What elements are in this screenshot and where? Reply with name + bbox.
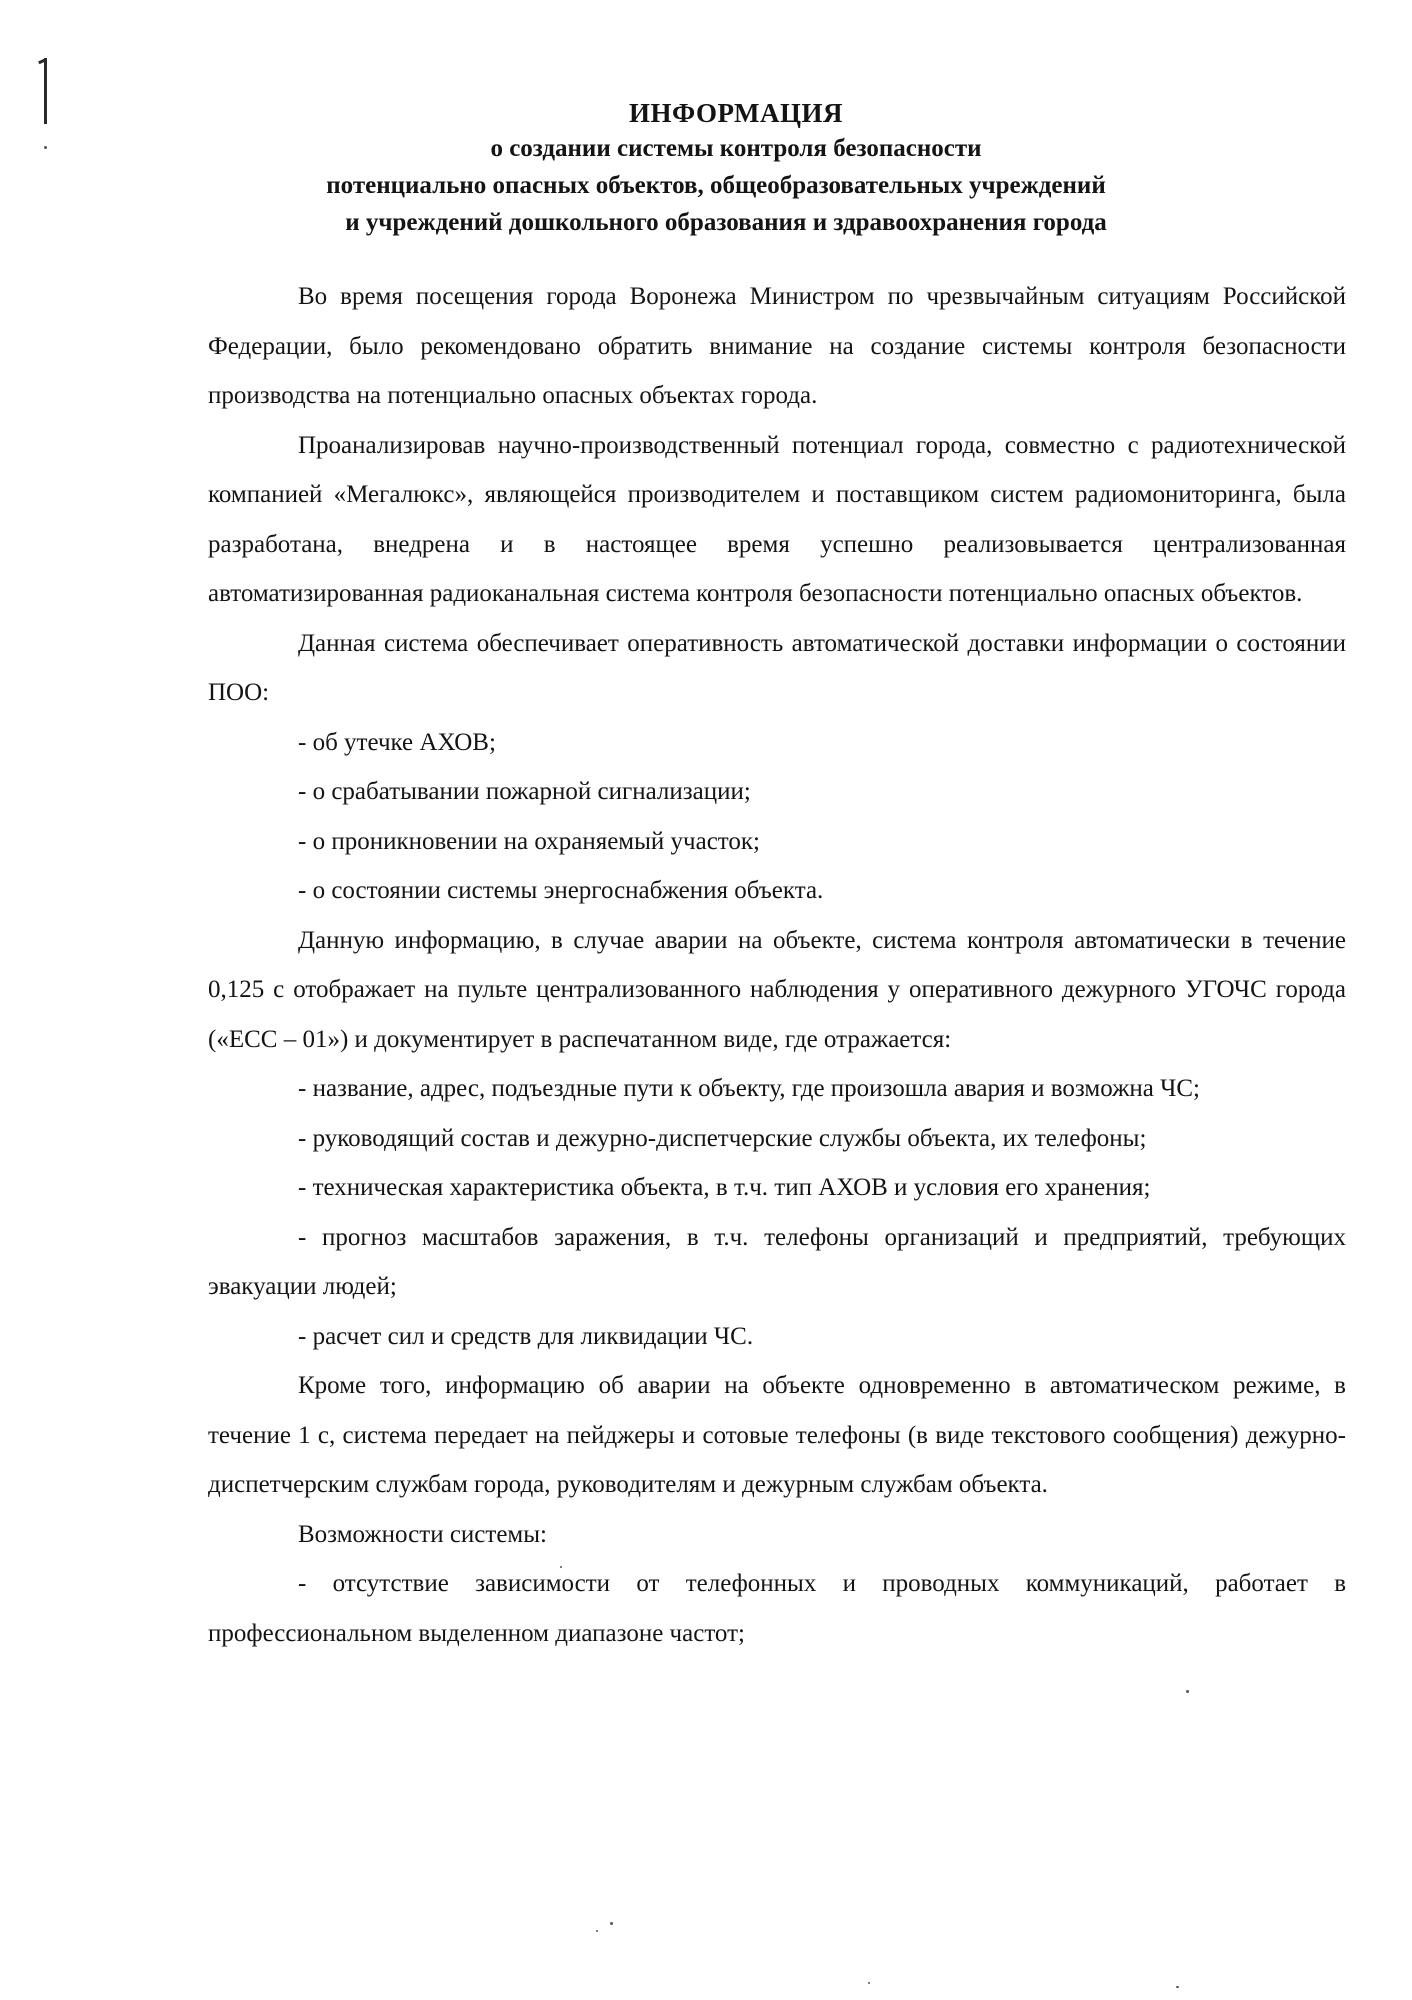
scan-speck [560,1566,562,1568]
scan-speck [44,146,47,149]
document-body [208,272,1346,1658]
document-title: ИНФОРМАЦИЯ [629,98,843,128]
scan-speck [1186,1690,1189,1693]
document-subtitle-line-1: о создании системы контроля безопасности [490,135,982,162]
list-item: - об утечке АХОВ; [298,728,496,756]
list-item: - руководящий состав и дежурно-диспетчерские службы объекта, их телефоны; [298,1124,1147,1152]
list-item: - прогноз масштабов заражения, в т.ч. телефоны организаций и предприятий, требующих эвакуации людей; [208,1223,1346,1300]
scan-speck [868,1982,870,1984]
paragraph-system-provides: Данная система обеспечивает оперативность автоматической доставки информации о состоянии ПОО: [208,629,1346,706]
list-item: - о срабатывании пожарной сигнализации; [298,778,751,805]
list-item: - о состоянии системы энергоснабжения объекта. [298,877,824,904]
document-subtitle-line-2: потенциально опасных объектов, общеобразовательных учреждений [326,172,1106,199]
paragraph-pagers: Кроме того, информацию об аварии на объекте одновременно в автоматическом режиме, в течение 1 с, система передает на пейджеры и сотовые телефоны (в виде текстового сообщения) дежурно-диспетчерским службам города, руководителям и дежурным службам объекта. [208,1372,1346,1498]
document-header [0,96,1412,241]
list-item: - о проникновении на охраняемый участок; [298,827,760,855]
paragraph-analysis: Проанализировав научно-производственный потенциал города, совместно с радиотехнической компанией «Мегалюкс», являющейся производителем и поставщиком систем радиомониторинга, была разработана, внедрена и в настоящее время успешно реализовывается централизованная автоматизированная радиоканальная система контроля безопасности потенциально опасных объектов. [208,431,1346,607]
list-item: - отсутствие зависимости от телефонных и проводных коммуникаций, работает в профессиональном выделенном диапазоне частот; [208,1570,1346,1647]
scan-speck [596,1930,598,1932]
list-item: - расчет сил и средств для ликвидации ЧС. [298,1322,754,1350]
list-item: - техническая характеристика объекта, в т.ч. тип АХОВ и условия его хранения; [298,1174,1151,1201]
paragraph-capabilities-heading: Возможности системы: [298,1520,547,1548]
list-item: - название, адрес, подъездные пути к объекту, где произошла авария и возможна ЧС; [298,1075,1200,1102]
paragraph-accident-info: Данную информацию, в случае аварии на объекте, система контроля автоматически в течение 0,125 с отображает на пульте централизованного наблюдения у оперативного дежурного УГОЧС города («ЕСС – 01») и документирует в распечатанном виде, где отражается: [208,926,1346,1053]
paragraph-visit: Во время посещения города Воронежа Министром по чрезвычайным ситуациям Российской Федерации, было рекомендовано обратить внимание на создание системы контроля безопасности производства на потенциально опасных объектах города. [208,283,1346,409]
scan-speck [1176,1986,1179,1988]
scan-speck [610,1922,613,1925]
document-subtitle-line-3: и учреждений дошкольного образования и здравоохранения города [345,209,1107,236]
